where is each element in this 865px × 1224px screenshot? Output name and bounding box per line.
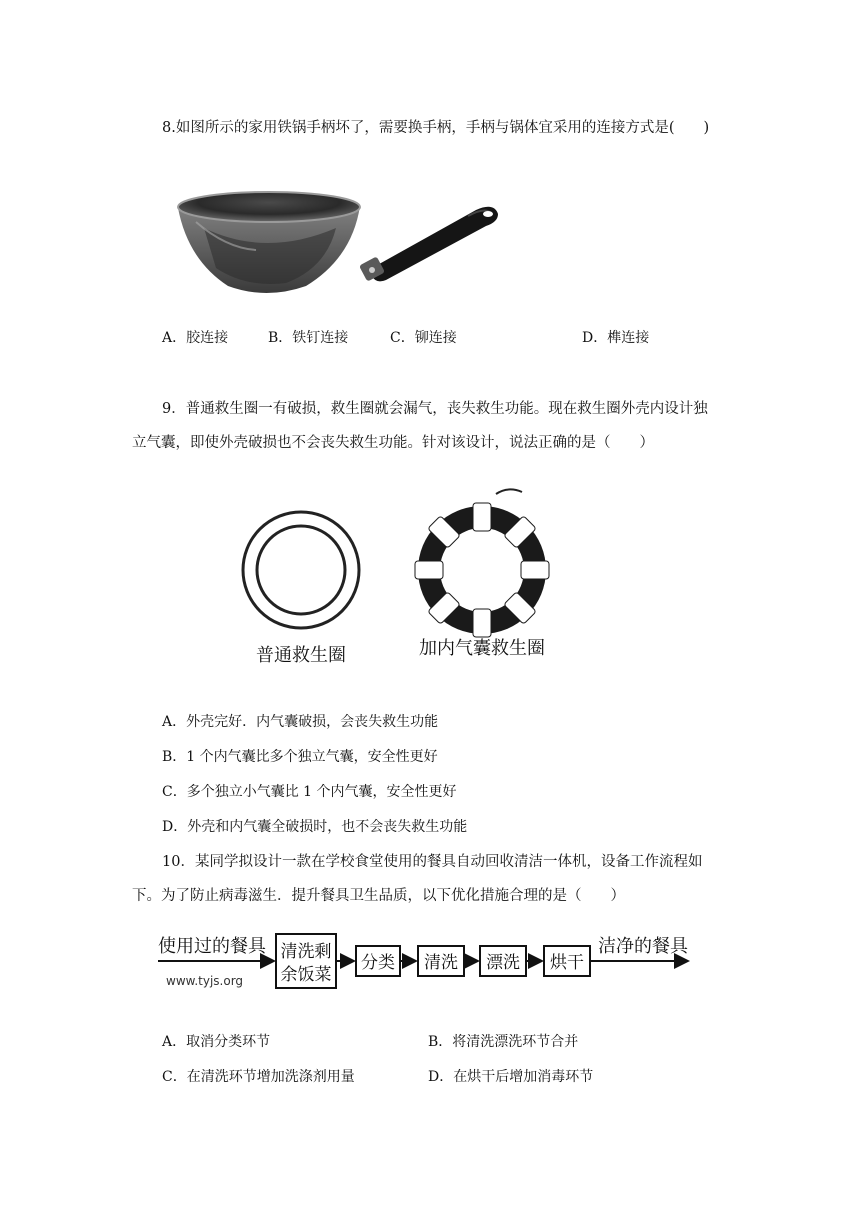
q10-stem-line2: 下。为了防止病毒滋生．提升餐具卫生品质，以下优化措施合理的是（ ） [132, 888, 625, 904]
wok-rim [178, 192, 360, 222]
ordinary-lifebuoy [243, 512, 359, 628]
q10-option-c: C．在清洗环节增加洗涤剂用量 [162, 1069, 355, 1085]
q9-option-a: A．外壳完好．内气囊破损，会丧失救生功能 [162, 714, 439, 730]
flow-step-dry-label: 烘干 [550, 953, 584, 973]
flow-end-label: 洁净的餐具 [598, 936, 688, 957]
process-flowchart [158, 928, 698, 998]
q10-option-a: A．取消分类环节 [162, 1034, 271, 1050]
q8-stem: 8.如图所示的家用铁锅手柄坏了，需要换手柄，手柄与锅体宜采用的连接方式是( ) [162, 120, 710, 136]
q9-option-d: D．外壳和内气囊全破损时，也不会丧失救生功能 [162, 819, 468, 835]
wok-illustration [176, 188, 506, 298]
lifebuoy-comparison-diagram [238, 484, 568, 674]
ordinary-lifebuoy-caption: 普通救生圈 [256, 645, 346, 666]
flow-watermark: www.tyjs.org [166, 974, 244, 988]
q9-stem-line2: 立气囊，即使外壳破损也不会丧失救生功能。针对该设计，说法正确的是（ ） [132, 435, 654, 451]
q9-option-b: B．1 个内气囊比多个独立气囊，安全性更好 [162, 749, 438, 765]
wok-and-handle-figure [176, 188, 506, 302]
dishwasher-flow-figure [158, 928, 698, 1002]
q8-option-a: A．胶连接 [162, 330, 229, 346]
q10-stem-line1: 10．某同学拟设计一款在学校食堂使用的餐具自动回收清洁一体机，设备工作流程如 [162, 854, 703, 870]
q9-option-c: C．多个独立小气囊比 1 个内气囊，安全性更好 [162, 784, 457, 800]
q8-option-b: B．铁钉连接 [268, 330, 349, 346]
lifebuoy-figure [238, 484, 568, 678]
inner-airbag-lifebuoy [415, 489, 549, 637]
flow-step-wash-label: 清洗 [424, 953, 458, 973]
q8-option-d: D．榫连接 [582, 330, 650, 346]
flow-start-label: 使用过的餐具 [158, 936, 266, 957]
flow-step-clean-leftovers-line1: 清洗剩 [280, 942, 332, 962]
flow-step-sort-label: 分类 [361, 953, 395, 973]
q9-stem-line1: 9．普通救生圈一有破损，救生圈就会漏气，丧失救生功能。现在救生圈外壳内设计独 [162, 401, 708, 417]
q8-option-c: C．铆连接 [390, 330, 457, 346]
q10-option-d: D．在烘干后增加消毒环节 [428, 1069, 594, 1085]
flow-step-rinse-label: 漂洗 [486, 953, 520, 973]
airbag-lifebuoy-caption: 加内气囊救生圈 [419, 638, 545, 659]
flow-step-clean-leftovers-line2: 余饭菜 [280, 965, 332, 985]
q10-option-b: B．将清洗漂洗环节合并 [428, 1034, 579, 1050]
wok-handle [359, 207, 498, 282]
